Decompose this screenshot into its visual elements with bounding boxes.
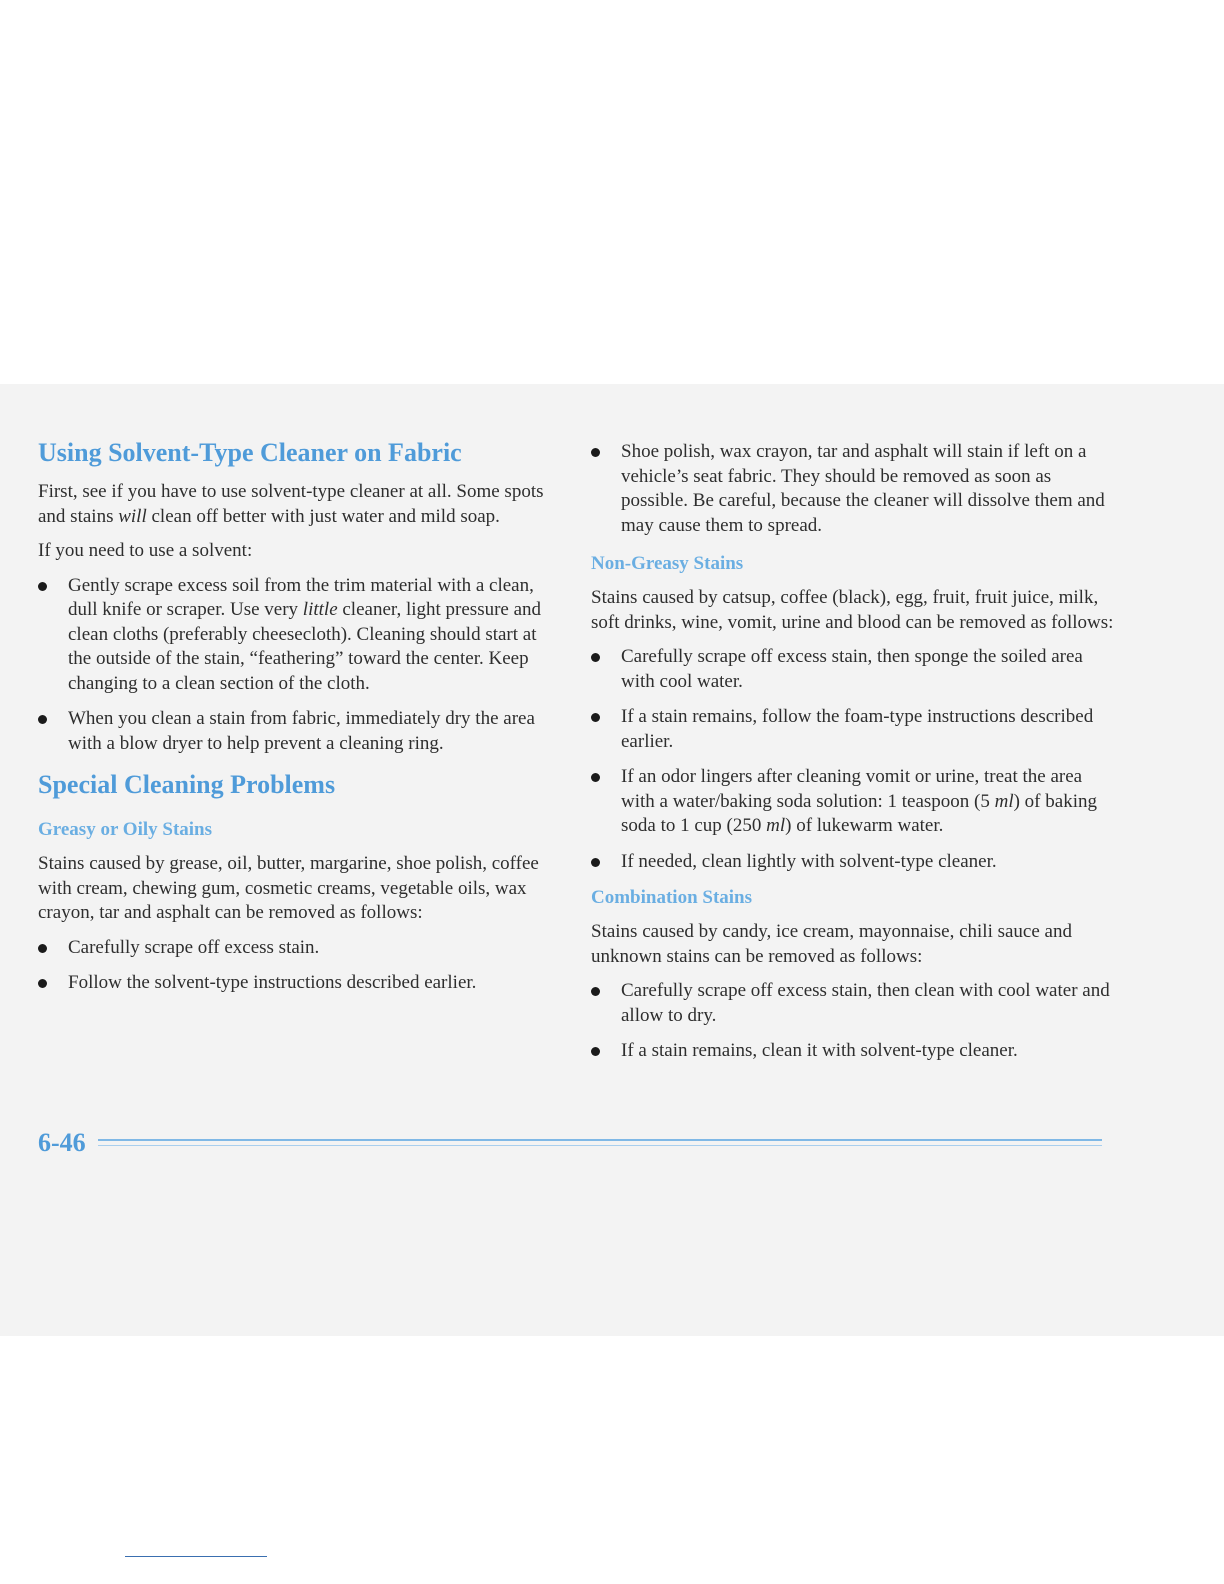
non-greasy-bullet-list [591, 645, 1116, 874]
bullet-text: Shoe polish, wax crayon, tar and asphalt will stain if left on a vehicle’s seat fabric. They should be removed as soon as possible. Be careful, because the cleaner will dissolve them and may cause them to spread. [621, 441, 1105, 536]
bullet-text: Follow the solvent-type instructions described earlier. [68, 972, 477, 993]
para-first-emphasis: will [118, 505, 147, 527]
paragraph-first-see [38, 480, 558, 529]
solvent-bullet-list [38, 574, 558, 757]
heading-special-cleaning: Special Cleaning Problems [38, 770, 336, 799]
bullet-text: If an odor lingers after cleaning vomit or urine, treat the area with a water/baking soda solution: 1 teaspoon (5 [621, 766, 1083, 812]
bullet-icon [591, 713, 600, 722]
subheading-non-greasy: Non-Greasy Stains [591, 553, 744, 574]
bullet-icon [591, 773, 600, 782]
bullet-text: Carefully scrape off excess stain, then sponge the soiled area with cool water. [621, 646, 1083, 692]
paragraph-combination: Stains caused by candy, ice cream, mayonnaise, chili sauce and unknown stains can be removed as follows: [591, 921, 1072, 967]
right-column [591, 440, 1116, 1075]
bullet-text-mid: ) of baking soda to 1 cup (250 [621, 790, 1097, 836]
list-item [591, 440, 1116, 538]
bullet-icon [38, 944, 47, 953]
list-item [38, 971, 558, 996]
paragraph-greasy: Stains caused by grease, oil, butter, margarine, shoe polish, coffee with cream, chewing gum, cosmetic creams, vegetable oils, wax crayon, tar and asphalt can be removed as follows: [38, 853, 539, 923]
para-first-text: First, see if you have to use solvent-type cleaner at all. Some spots and stains [38, 481, 544, 527]
bullet-text: When you clean a stain from fabric, immediately dry the area with a blow dryer to help prevent a cleaning ring. [68, 708, 535, 754]
list-item [591, 979, 1116, 1028]
subheading-greasy-stains: Greasy or Oily Stains [38, 819, 213, 840]
bullet-icon [591, 1047, 600, 1056]
bullet-icon [38, 979, 47, 988]
list-item [591, 1039, 1116, 1064]
bullet-text: Carefully scrape off excess stain. [68, 936, 320, 958]
bullet-emphasis: little [302, 599, 338, 620]
bullet-icon [38, 582, 47, 591]
bullet-text: If a stain remains, follow the foam-type instructions described earlier. [621, 706, 1094, 752]
combination-bullet-list [591, 979, 1116, 1064]
bullet-icon [38, 715, 47, 724]
bullet-text: If needed, clean lightly with solvent-type cleaner. [621, 850, 997, 872]
bullet-text-end: ) of lukewarm water. [785, 815, 944, 836]
footer-rule [98, 1139, 1102, 1141]
list-item [38, 936, 558, 961]
left-column [38, 438, 558, 1007]
shoe-polish-list [591, 440, 1116, 538]
list-item [591, 705, 1116, 754]
bullet-text: Carefully scrape off excess stain, then clean with cool water and allow to dry. [621, 980, 1110, 1026]
heading-solvent-cleaner: Using Solvent-Type Cleaner on Fabric [38, 438, 462, 467]
bullet-icon [591, 987, 600, 996]
paragraph-if-solvent: If you need to use a solvent: [38, 540, 253, 561]
unit-ml: ml [994, 790, 1014, 812]
bullet-icon [591, 653, 600, 662]
bullet-text: If a stain remains, clean it with solvent-type cleaner. [621, 1040, 1018, 1061]
bullet-icon [591, 858, 600, 867]
greasy-bullet-list [38, 936, 558, 996]
list-item [38, 707, 558, 756]
unit-ml: ml [766, 815, 786, 836]
list-item [591, 645, 1116, 694]
list-item [591, 765, 1116, 839]
list-item [591, 850, 1116, 875]
bullet-text-rest: cleaner, light pressure and clean cloths (preferably cheesecloth). Cleaning should start at the outside of the stain, “feathering” toward the center. Keep changing to a clean section of the cloth. [68, 599, 542, 694]
page-footer [38, 1124, 1102, 1164]
subheading-combination: Combination Stains [591, 887, 753, 908]
para-first-rest: clean off better with just water and mild soap. [151, 505, 500, 527]
list-item [38, 574, 558, 697]
bullet-text: Gently scrape excess soil from the trim material with a clean, dull knife or scraper. Use very [68, 574, 534, 620]
paragraph-non-greasy: Stains caused by catsup, coffee (black), egg, fruit, fruit juice, milk, soft drinks, wine, vomit, urine and blood can be removed as follows: [591, 587, 1114, 633]
footer-rule-thin [98, 1145, 1102, 1146]
bullet-icon [591, 448, 600, 457]
bottom-underline [125, 1556, 267, 1557]
page-number: 6-46 [38, 1128, 86, 1157]
